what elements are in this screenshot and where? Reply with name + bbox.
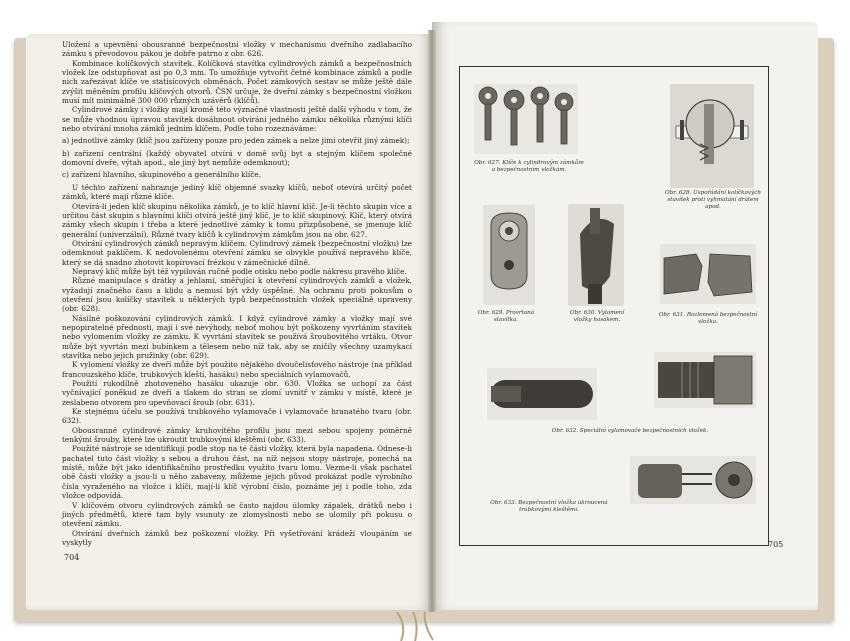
paragraph: Cylindrové zámky i vložky mají kromě této význačné vlastnosti ještě další výhodu v tom, že se může vhodnou úpravou stavítek dosáhnout otvírání jedného zámku několika různými klíči nebo otvírání mnoha zámků jedním klíčem. Podle toho rozeznáváme: — [62, 105, 412, 134]
paragraph: Násilné poškozování cylindrových zámků. I když cylindrové zámky a vložky mají své nepopiratelné přednosti, mají i své nevýhody, neboť mohou být poškozeny vyvrtáním stavítek nebo vylomením vložky ze zámku. K vyvrtání stavítek se používá šroubovitého vrtáku. Otvor může být vyvrtán mezi bubínkem a tělesem nebo níž tak, aby se zničily všechny uzamykací stavítka nebo jejich pružinky (obr. 629). — [62, 313, 412, 360]
paragraph: Různé manipulace s drátky a jehlami, směřující k otevření cylindrových zámků a vložek, vyžadují značného času a klidu a nemusí být vždy úspěšné. Na ochranu proti pokusům o otevření jsou kolíčky stavítek u některých typů bezpečnostních vložek speciálně upraveny (obr. 628). — [62, 276, 412, 314]
paragraph: U těchto zařízení nahrazuje jediný klíč objemné svazky klíčů, neboť otevírá určitý počet zámků, které mají různé klíče. — [62, 182, 412, 202]
figure-caption: Obr. 628. Uspořádání kolíčkových stavítek proti vyhmatání drátem apod. — [665, 190, 761, 210]
figure-caption: Obr. 633. Bezpečnostní vložka ukroucená trubkovými kleštěmi. — [490, 500, 608, 513]
left-page-number: 704 — [64, 553, 80, 562]
breaker-tools-photo-icon — [654, 352, 756, 408]
paragraph: Otvírání dveřních zámků bez poškození vložky. Při vyšetřování krádeží vloupáním se vyskytly — [62, 528, 412, 547]
paragraph: Otvírání cylindrových zámků nepravým klíčem. Cylindrový zámek (bezpečnostní vložku) lze odemknout paklíčem. K nedovolenému otevření zámku se obvykle používá nepravého klíče, který se dá snadno zhotovit kopírovací frézkou v zámečnické dílně. — [62, 238, 412, 267]
paragraph: K vylomení vložky ze dveří může být použito nějakého dvoučelisťového nástroje (na příklad francouzského klíče, trubkových kleští, hasáku) nebo speciálních vylamovačů. — [62, 360, 412, 379]
keys-photo-icon — [474, 84, 578, 154]
paragraph: Nepravý klíč může být též vypilován ručně podle otisku nebo podle nákresu pravého klíče. — [72, 266, 407, 276]
paragraph: Použité nástroje se identifikují podle stop na té části vložky, která byla napadena. Odnese-li pachatel tuto část vložky s sebou a druhou část, na níž nejsou stopy nástroje, ponechá na místě, může být jako identifikačního prostředku využito tvaru lomu. Vezme-li však pachatel obě části vložky a jsou-li u něho zabaveny, můžeme jejich původ prokázat podle výrobního čísla vyraženého na vložce i klíči, mají-li klíč výrobní číslo, poznáme jej i podle toho, zda vložce odpovídá. — [62, 444, 412, 501]
figure-caption: Obr. 630. Vylomení vložky hasákem. — [569, 310, 625, 323]
paragraph: Použití rukodílně zhotoveného hasáku ukazuje obr. 630. Vložka se uchopí za část vyčnívající poněkud ze dveří a tlakem do stran se zlomí uvnitř v zámku v místě, které je zeslabeno otvorem pro upevňovací šroub (obr. 631). — [62, 379, 412, 407]
paragraph: Ke stejnému účelu se používá trubkového vylamovače i vylamovače hranatého tvaru (obr. 632). — [62, 407, 412, 426]
drilled-cylinder-photo-icon — [483, 205, 535, 305]
figure-caption: Obr. 629. Provrtaná stavítka. — [477, 310, 535, 323]
paragraph: Uložení a upevnění obousranné bezpečnostní vložky v mechanismu dveřního zadlabacího zámku s převodovou pákou je dobře patrno z obr. 626. — [62, 40, 412, 59]
book-gutter — [428, 30, 436, 612]
pin-tumbler-diagram-icon — [670, 84, 754, 188]
right-page-number: 705 — [768, 540, 784, 549]
list-item: a) jednotlivé zámky (klíč jsou zařízeny pouze pro jeden zámek a nelze jimi otevřít jiný zámek); — [62, 136, 410, 146]
figure-caption: Obr. 627. Klíče k cylindrovým zámkům a bezpečnostním vložkám. — [474, 160, 584, 173]
paragraph: Kombinace kolíčkových stavítek. Kolíčková stavítka cylindrových zámků a bezpečnostních vložek lze odstupňovat asi po 0,3 mm. To umožňuje vytvořit četné kombinace zámků a podle nich zařezávat klíče ve statisícových obměnách. Počet zámkových sestav se může ještě dále zvýšit měněním profilu klíčových otvorů. ČSN určuje, že dveřní zámky s bezpečnostní vložkou musí mít minimálně 300 000 různých uzávěrů (klíčů). — [62, 58, 412, 106]
left-page-text — [62, 40, 412, 547]
bookmark-ribbon-icon — [395, 612, 441, 641]
figure-caption: Obr. 631. Rozlomená bezpečnostní vložka. — [658, 312, 758, 325]
breaker-tools-photo-icon — [487, 368, 597, 420]
wrench-photo-icon — [568, 204, 624, 306]
list-item: b) zařízení centrální (každý obyvatel otvírá v domě svůj byt a stejným klíčem společné domovní dveře, výtah apod., ale jiný byt nemůže odemknout); — [62, 148, 412, 168]
paragraph: Obousranné cylindrové zámky kruhovitého profilu jsou mezi sebou spojeny poměrně tenkými šrouby, které lze ukroutit trubkovými kleštěmi (obr. 633). — [62, 425, 412, 445]
list-item: c) zařízení hlavního, skupinového a generálního klíče. — [62, 170, 261, 180]
paragraph: Otevírá-li jeden klíč skupinu několika zámků, je to klíč hlavní klíč. Je-li těchto skupin více a určitou část skupin s hlavními klíči otvírá ještě jiný klíč, je to klíč skupinový. Klíč, který otvírá zámky všech skupin i třeba a které jednotlivé zámky k tomu přizpůsobené, se jmenuje klíč generální (univerzální). Různé tvary klíčů k cylindrovým zámkům jsou na obr. 627. — [62, 201, 412, 239]
figure-caption: Obr. 632. Speciální vylamovače bezpečnostních vložek. — [551, 428, 709, 434]
twisted-cylinder-photo-icon — [630, 456, 756, 504]
broken-cylinder-photo-icon — [660, 244, 756, 304]
paragraph: V klíčovém otvoru cylindrových zámků se často najdou úlomky zápalek, drátků nebo i jiných předmětů, které tam byly vsunuty ze zlomyslnosti nebo se ulomily při pokusu o otevření zámku. — [62, 500, 412, 529]
